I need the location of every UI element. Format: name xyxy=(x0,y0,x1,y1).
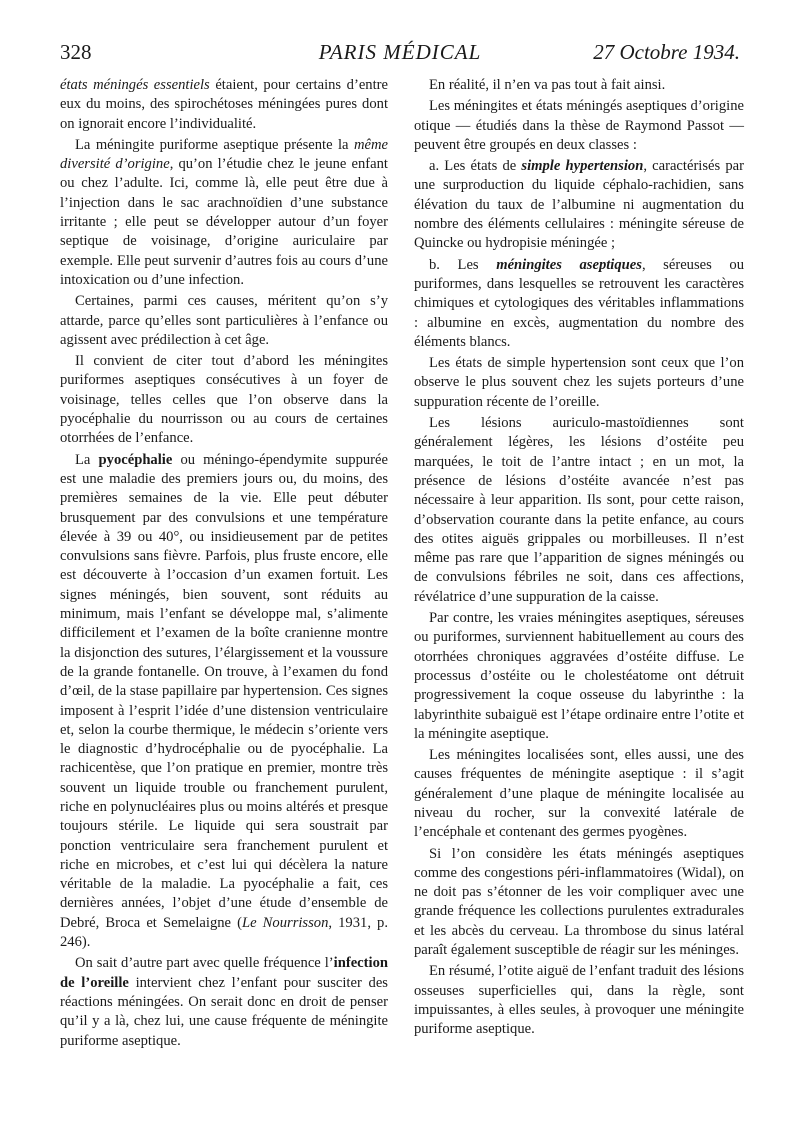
text-run: a. Les états de xyxy=(429,158,522,175)
italic-term: états méningés essentiels xyxy=(60,77,210,93)
italic-term: même diversité d’origine xyxy=(60,136,388,173)
text-run: intervient chez l’enfant pour susciter des réactions méningées. On serait donc en droit de penser qu’il y a là, chez lui, une cause fréquente de méningite puriforme aseptique. xyxy=(60,974,388,1049)
paragraph: Si l’on considère les états méningés aseptiques comme des congestions péri-inflammatoires (Widal), on ne doit pas s’étonner de les voir compliquer avec une grande fréquence les collections purulentes extradurales et les abcès du cerveau. La thrombose du sinus latéral paraît également susceptible de réagir sur les méninges. xyxy=(414,845,744,959)
paragraph: Les méningites et états méningés aseptiques d’origine otique — étudiés dans la thèse de Raymond Passot — peuvent être groupés en deux classes : xyxy=(414,98,744,153)
text-run: On sait d’autre part avec quelle fréquence l’ xyxy=(75,955,334,972)
paragraph: Les méningites localisées sont, elles aussi, une des causes fréquentes de méningite aseptique : il s’agit généralement d’une plaque de méningite localisée au niveau du rocher, sur la convexité latérale de l’encéphale et contenant des germes pyogènes. xyxy=(414,747,744,841)
paragraph xyxy=(414,256,744,352)
left-column xyxy=(60,76,388,1051)
page-number: 328 xyxy=(60,40,92,64)
journal-title: PARIS MÉDICAL xyxy=(318,40,482,64)
text-run: , séreuses ou puriformes, dans lesquelles se retrouvent les caractères chimiques et cytologiques des véritables inflammations : albumine en excès, augmentation du nombre des éléments blancs. xyxy=(414,256,744,350)
text-run: étaient, pour certains d’entre eux du moins, des spirochétoses méningées pures dont on ignorait encore l’individualité. xyxy=(60,77,388,132)
bold-term: pyocéphalie xyxy=(98,451,173,468)
text-run: , qu’on l’étudie chez le jeune enfant ou chez l’adulte. Ici, comme là, elle peut être due à l’injection dans le sac arachnoïdien d’une substance irritante ; elle peut se développer autour d’un foyer septique de voisinage, d’origine auriculaire par exemple. Elle peut survenir d’autres fois au cours d’une intoxication ou d’une infection. xyxy=(60,156,388,288)
right-column xyxy=(414,76,744,1040)
bold-term: infection de l’oreille xyxy=(60,955,388,991)
paragraph: Certaines, parmi ces causes, méritent qu’on s’y attarde, parce qu’elles sont particulières à l’enfance ou agissent avec prédilection à cet âge. xyxy=(60,293,388,348)
text-run: La méningite puriforme aseptique présente la xyxy=(75,136,354,153)
italic-term: méningites aseptiques xyxy=(496,256,642,273)
paragraph: Les états de simple hypertension sont ceux que l’on observe le plus souvent chez les sujets porteurs d’une suppuration récente de l’oreille. xyxy=(414,355,744,410)
paragraph: Par contre, les vraies méningites aseptiques, séreuses ou puriformes, surviennent habituellement au cours des otorrhées chroniques aggravées d’ostéite diffuse. Le processus d’ostéite ou le cholestéatome ont détruit progressivement la coque osseuse du labyrinthe : la labyrinthite subaiguë est l’étape ordinaire entre l’otite et la méningite aseptique. xyxy=(414,610,744,742)
issue-date: 27 Octobre 1934. xyxy=(593,40,740,64)
paragraph: Les lésions auriculo-mastoïdiennes sont généralement légères, les lésions d’ostéite peu marquées, le toit de l’antre intact ; en un mot, la présence de lésions d’ostéite avancée n’est pas nécessaire à leur apparition. Ils sont, pour cette raison, d’observation courante dans la petite enfance, au cours des otites aiguës grippales ou morbilleuses. Il n’est même pas rare que l’apparition de signes méningés ou de convulsions fébriles ne soit, dans ces affections, révélatrice d’une suppuration de la caisse. xyxy=(414,415,744,605)
text-run: , 1931, p. 246). xyxy=(60,914,389,951)
paragraph xyxy=(414,157,744,253)
paragraph xyxy=(60,136,388,290)
page-header xyxy=(60,40,740,70)
paragraph xyxy=(60,954,388,1050)
text-run: b. Les xyxy=(429,256,497,273)
paragraph xyxy=(60,76,388,134)
text-run: La xyxy=(75,451,99,468)
paragraph xyxy=(60,451,388,953)
text-run: ou méningo-épendymite suppurée est une maladie des premiers jours ou, du moins, des premières semaines de la vie. Elle peut débuter brusquement par des convulsions et une température élevée à 39 ou 40°, ou insidieusement par de petites convulsions sans fièvre. Parfois, plus fruste encore, elle est découverte à l’occasion d’un examen fortuit. Les signes méningés, bien souvent, sont réduits au minimum, mais l’enfant se développe mal, s’alimente difficilement et l’examen de la boîte cranienne montre la disjonction des sutures, l’élargissement et la voussure de la grande fontanelle. On trouve, à l’examen du fond d’œil, de la stase papillaire par hypertension. Ces signes imposent à l’esprit l’idée d’une distension ventriculaire et, selon la courbe thermique, le médecin s’oriente vers le diagnostic d’hydrocéphalie ou de pyocéphalie. La rachicentèse, que l’on pratique en premier, montre très souvent un liquide trouble ou franchement purulent, riche en polynucléaires plus ou moins altérés et presque toujours stérile. Le liquide qui sera soustrait par ponction ventriculaire sera franchement purulent et riche en microbes, et c’est lui qui décèlera la nature véritable de la maladie. La pyocéphalie a fait, ces dernières années, l’objet d’une étude d’ensemble de Debré, Broca et Semelaigne ( xyxy=(60,451,388,931)
text-run: , caractérisés par une surproduction du liquide céphalo-rachidien, sans élévation du taux de l’albumine ni augmentation du nombre des éléments cellulaires : méningite séreuse de Quincke ou hydropisie méningée ; xyxy=(414,158,744,252)
italic-citation: Le Nourrisson xyxy=(242,914,329,931)
paragraph: En réalité, il n’en va pas tout à fait ainsi. xyxy=(429,77,666,93)
paragraph: Il convient de citer tout d’abord les méningites puriformes aseptiques consécutives à un foyer de voisinage, telles celles que l’on observe dans la pyocéphalie du nourrisson ou au cours de certaines otorrhées de l’enfance. xyxy=(60,353,388,447)
italic-term: simple hypertension xyxy=(521,158,644,175)
paragraph: En résumé, l’otite aiguë de l’enfant traduit des lésions osseuses superficielles qui, dans la règle, sont impuissantes, à elles seules, à provoquer une méningite puriforme aseptique. xyxy=(414,963,744,1038)
